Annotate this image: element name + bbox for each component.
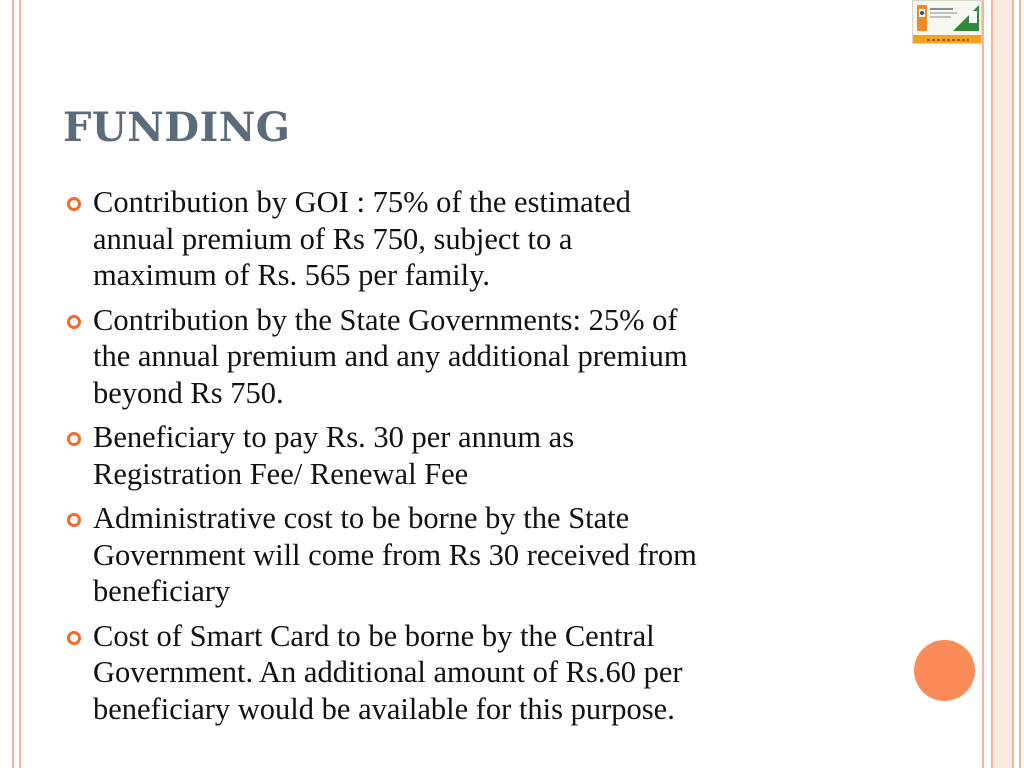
bullet-circle-icon (67, 513, 81, 527)
bullet-text-line: beneficiary (93, 574, 231, 608)
bullet-text-line: beyond Rs 750. (93, 375, 284, 410)
bullet-item (64, 302, 894, 412)
right-border-line-3 (1012, 0, 1014, 768)
left-border-line-inner (19, 0, 21, 768)
right-border-line-4 (1019, 0, 1021, 768)
bullet-text-line: beneficiary would be available for this purpose. (93, 691, 675, 726)
bullet-text-line: Beneficiary to pay Rs. 30 per annum as (93, 420, 575, 454)
bullet-text-line: the annual premium and any additional premium (93, 339, 688, 373)
bullet-text-line: Government will come from Rs 30 received from (93, 537, 697, 572)
bullet-text-line: annual premium of Rs 750, subject to a (93, 221, 573, 256)
bullet-item (64, 500, 894, 610)
bullet-text-line: maximum of Rs. 565 per family. (93, 258, 491, 292)
logo-graphic (913, 1, 982, 44)
bullet-text-line: Administrative cost to be borne by the State (93, 501, 630, 535)
bullet-item (64, 618, 894, 728)
right-border-line-1 (982, 0, 984, 768)
bullet-text-line: Government. An additional amount of Rs.60 per (93, 655, 683, 689)
bullet-text-line: Registration Fee/ Renewal Fee (93, 456, 469, 491)
bullet-circle-icon (67, 432, 81, 446)
bullet-circle-icon (67, 197, 81, 211)
bullet-circle-icon (67, 315, 81, 329)
bullet-list (64, 184, 894, 735)
slide-title: FUNDING (63, 104, 291, 151)
bullet-item (64, 419, 894, 492)
left-border-line-outer (12, 0, 14, 768)
bullet-text-line: Contribution by the State Governments: 25% of (93, 302, 678, 337)
bullet-item (64, 184, 894, 294)
bullet-text-line: Cost of Smart Card to be borne by the Central (93, 618, 655, 653)
decorative-circle (914, 640, 975, 701)
rsby-logo-icon (912, 0, 982, 44)
bullet-text-line: Contribution by GOI : 75% of the estimated (93, 185, 631, 219)
right-border-band (992, 0, 1012, 768)
bullet-circle-icon (67, 631, 81, 645)
right-border-line-2 (991, 0, 993, 768)
